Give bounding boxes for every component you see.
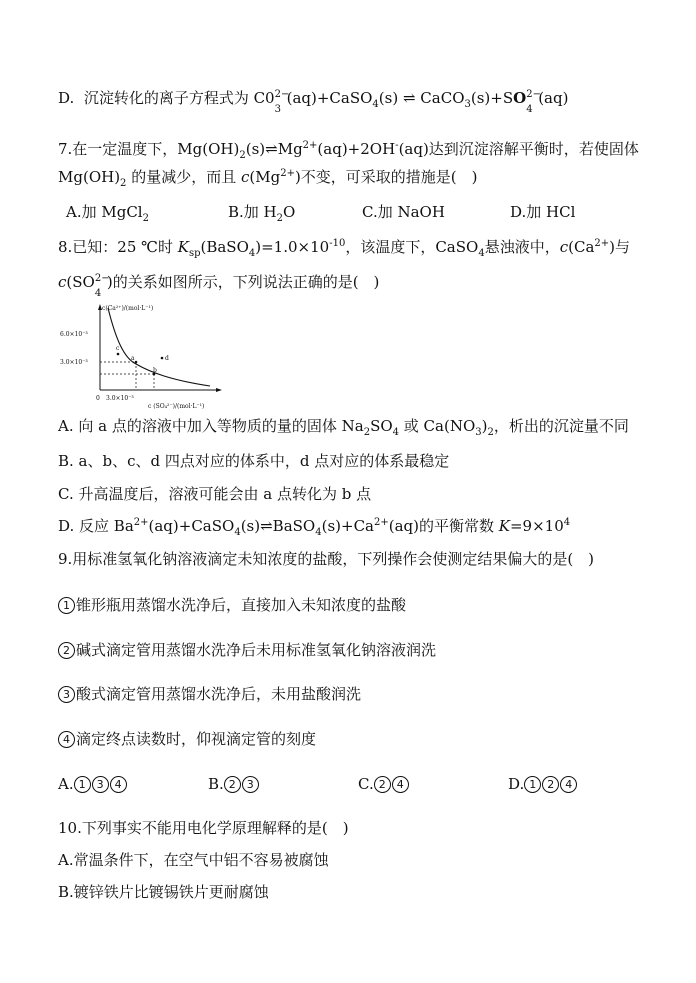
q8-option-d: D. 反应 $Ba^{2+}(aq)+CaSO_4(s)\rightleftharpoons BaSO_4(s)+Ca^{2+}(aq)$的平衡常数 $K=9\times 10^4$: [58, 517, 571, 538]
q7-stem-line2: $Mg(OH)_2$ 的量减少，而且 $c(Mg^{2+})$不变，可采取的措施是( ): [58, 168, 478, 189]
point-a-marker: [135, 361, 138, 364]
point-d-marker: [161, 357, 164, 360]
q9-item-3: 3 酸式滴定管用蒸馏水洗净后，未用盐酸润洗: [58, 684, 361, 704]
x-axis-arrow: [216, 388, 222, 392]
q8-stem-line2: c(SO 2− 4 )的关系如图所示，下列说法正确的是( ): [58, 273, 380, 299]
point-a-label: a: [131, 355, 135, 362]
q10-option-a: A.常温条件下，在空气中铝不容易被腐蚀: [58, 851, 329, 869]
q7-option-c: C.加 NaOH: [362, 203, 445, 221]
q9-item-4: 4 滴定终点读数时，仰视滴定管的刻度: [58, 729, 316, 749]
point-d-label: d: [165, 355, 169, 362]
y-axis-label: c(Ca²⁺)/(mol·L⁻¹): [102, 305, 154, 312]
y-tick-3e-3: 3.0×10⁻³: [60, 359, 88, 366]
point-c-label: c: [116, 345, 120, 352]
q8-option-a: A. 向 a 点的溶液中加入等物质的量的固体 $Na_2SO_4$ 或 $Ca(NO_3)_2$，析出的沉淀量不同: [58, 417, 629, 438]
x-tick-origin: 0: [96, 395, 100, 402]
q8-option-c: C. 升高温度后，溶液可能会由 a 点转化为 b 点: [58, 485, 372, 503]
q9-option-d: D. 1 2 4: [508, 774, 578, 794]
ksp-curve-graph: [58, 300, 228, 412]
x-axis-label: c (SO₄²⁻)/(mol·L⁻¹): [148, 403, 205, 410]
q7-option-b: B.加 $H_2O$: [228, 203, 296, 224]
q9-item-1: 1 锥形瓶用蒸馏水洗净后，直接加入未知浓度的盐酸: [58, 595, 406, 615]
y-tick-6e-3: 6.0×10⁻³: [60, 331, 88, 338]
q10-stem: 10.下列事实不能用电化学原理解释的是( ): [58, 819, 349, 837]
q9-option-c: C. 2 4: [358, 774, 410, 794]
q7-option-d: D.加 HCl: [510, 203, 576, 221]
point-c-marker: [117, 353, 120, 356]
point-b-label: b: [153, 367, 157, 374]
q9-option-b: B. 2 3: [208, 774, 260, 794]
equilibrium-curve: [108, 308, 210, 386]
q8-option-b: B. a、b、c、d 四点对应的体系中，d 点对应的体系最稳定: [58, 452, 450, 470]
q9-option-a: A. 1 3 4: [58, 774, 128, 794]
q9-stem: 9.用标准氢氧化钠溶液滴定未知浓度的盐酸，下列操作会使测定结果偏大的是( ): [58, 550, 595, 568]
q9-item-2: 2 碱式滴定管用蒸馏水洗净后未用标准氢氧化钠溶液润洗: [58, 640, 436, 660]
x-tick-3e-3: 3.0×10⁻³: [106, 395, 134, 402]
q6-option-d: D. 沉淀转化的离子方程式为 C0 2− 3 (aq)+CaSO$_4$(s) ⇌ CaCO$_3$(s)+SO 2− 4 (aq): [58, 89, 569, 115]
q8-stem-line1: 8.已知：25 ℃时 $K_{sp}(BaSO_4)=1.0\times 10^{-10}$，该温度下，CaSO$_4$悬浊液中，$c(Ca^{2+})$与: [58, 238, 630, 259]
q7-option-a: A.加 MgCl$_2$: [66, 203, 149, 224]
q7-stem-line1: 7.在一定温度下，$Mg(OH)_2(s)\rightleftharpoons Mg^{2+}(aq)+2OH^-(aq)$达到沉淀溶解平衡时，若使固体: [58, 140, 639, 161]
q10-option-b: B.镀锌铁片比镀锡铁片更耐腐蚀: [58, 883, 269, 901]
